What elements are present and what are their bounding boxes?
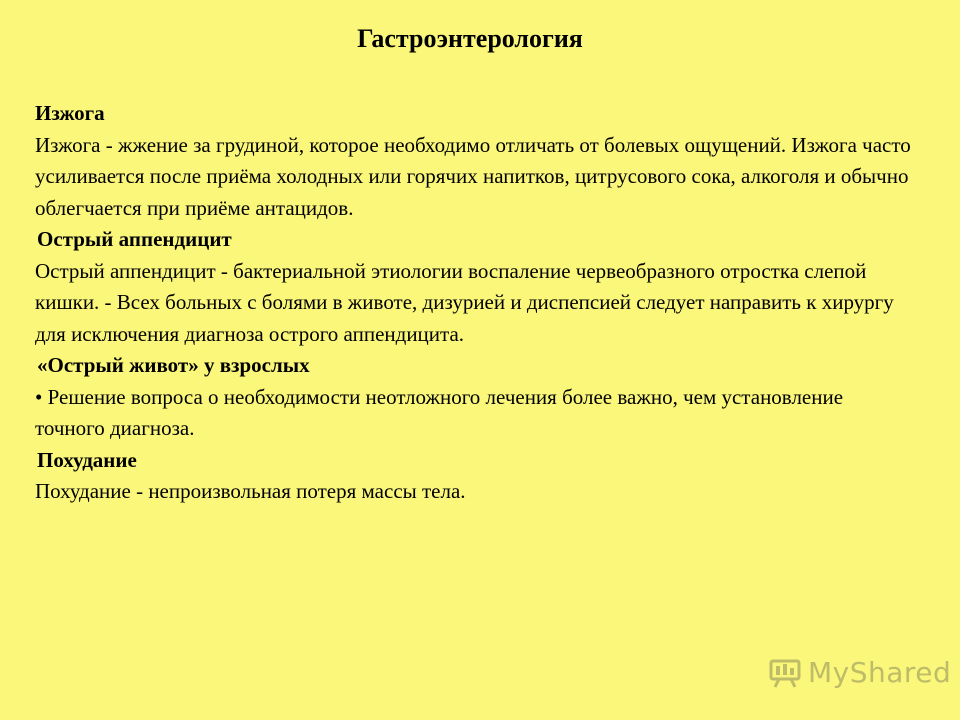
section-heading-heartburn: Изжога [35, 101, 105, 125]
section-heading-acute-abdomen: «Острый живот» у взрослых [37, 353, 310, 377]
section-text-heartburn: Изжога - жжение за грудиной, которое необходимо отличать от болевых ощущений. Изжога часто усиливается после приёма холодных или горячих напитков, цитрусового сока, алкоголя и обычно облегчается при приёме антацидов. [35, 132, 911, 220]
section-text-acute-abdomen: • Решение вопроса о необходимости неотложного лечения более важно, чем установление точного диагноза. [35, 384, 844, 440]
presentation-board-icon [768, 655, 802, 689]
section-heading-appendicitis: Острый аппендицит [37, 227, 232, 251]
section-text-weight-loss: Похудание - непроизвольная потеря массы тела. [35, 479, 466, 503]
slide-title: Гастроэнтерология [357, 24, 583, 53]
slide-body [35, 98, 915, 508]
section-heading-weight-loss: Похудание [37, 447, 137, 472]
section-text-appendicitis: Острый аппендицит - бактериальной этиологии воспаление червеобразного отростка слепой кишки. - Всех больных с болями в животе, дизурией и диспепсией следует направить к хирургу для исключения диагноза острого аппендицита. [35, 258, 894, 346]
watermark-logo [768, 652, 951, 692]
watermark-logo-text: MyShared [808, 655, 952, 689]
